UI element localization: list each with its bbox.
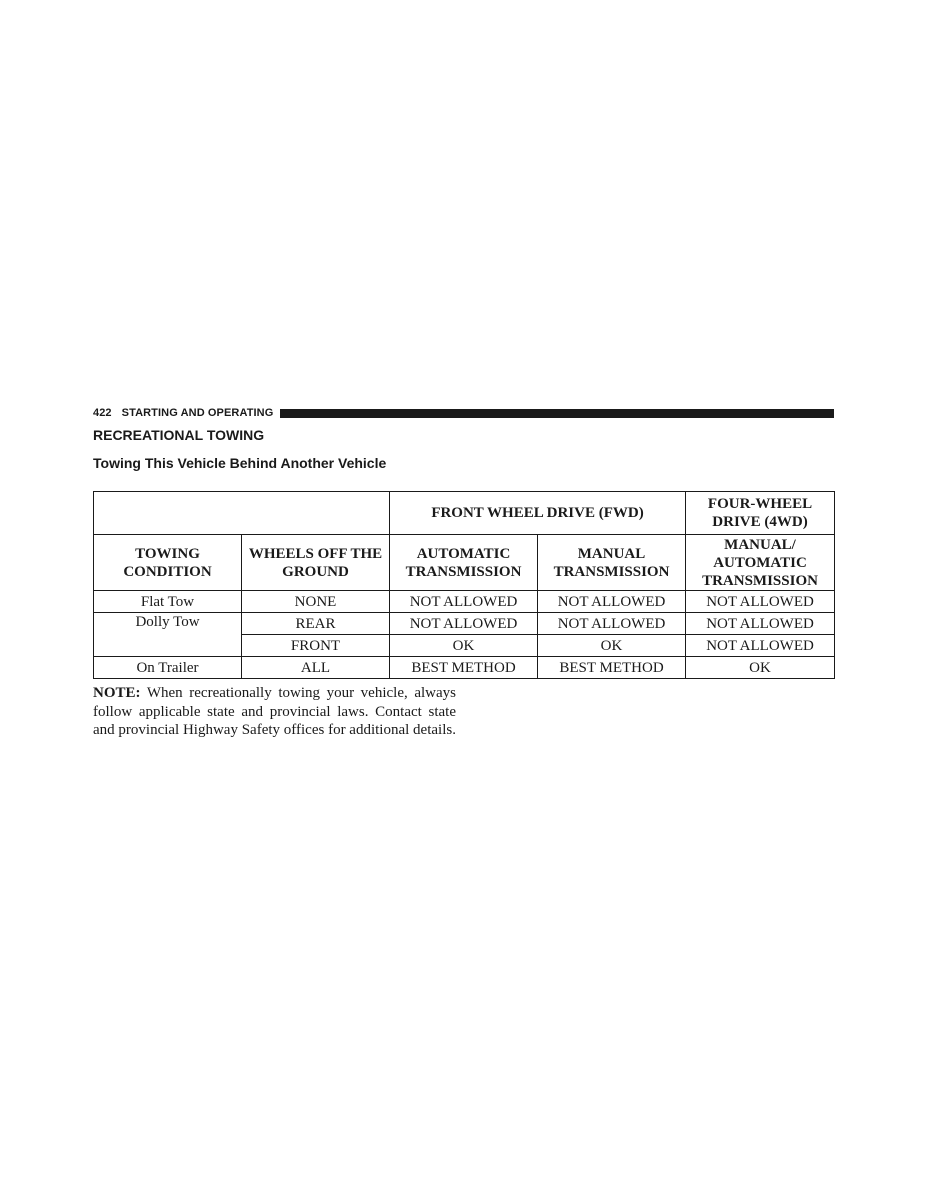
fourwd-cell: NOT ALLOWED bbox=[686, 591, 835, 613]
wheels-cell: FRONT bbox=[242, 635, 390, 657]
towing-condition-cell: Dolly Tow bbox=[94, 613, 242, 657]
header-rule bbox=[280, 409, 834, 418]
wheels-cell: ALL bbox=[242, 657, 390, 679]
fwd-auto-cell: NOT ALLOWED bbox=[390, 591, 538, 613]
fwd-manual-cell: NOT ALLOWED bbox=[538, 613, 686, 635]
wheels-cell: REAR bbox=[242, 613, 390, 635]
section-subtitle: Towing This Vehicle Behind Another Vehicle bbox=[93, 455, 387, 471]
fwd-auto-cell: OK bbox=[390, 635, 538, 657]
fwd-group-header: FRONT WHEEL DRIVE (FWD) bbox=[390, 492, 686, 535]
towing-condition-cell: Flat Tow bbox=[94, 591, 242, 613]
note-text: When recreationally towing your vehicle, always follow applicable state and provincial laws. Contact state and provincial Highway Safety offices for additional details. bbox=[93, 685, 456, 738]
note-paragraph bbox=[93, 684, 456, 740]
wheels-cell: NONE bbox=[242, 591, 390, 613]
table-column-header-row bbox=[94, 535, 835, 591]
section-name: STARTING AND OPERATING bbox=[121, 407, 274, 419]
empty-header-cell bbox=[94, 492, 390, 535]
table-row bbox=[94, 613, 835, 635]
table-row bbox=[94, 591, 835, 613]
column-header-wheels-off-ground: WHEELS OFF THE GROUND bbox=[242, 535, 390, 591]
column-header-4wd: MANUAL/ AUTOMATIC TRANSMISSION bbox=[686, 535, 835, 591]
fwd-auto-cell: NOT ALLOWED bbox=[390, 613, 538, 635]
fourwd-cell: OK bbox=[686, 657, 835, 679]
fwd-manual-cell: NOT ALLOWED bbox=[538, 591, 686, 613]
page-number: 422 bbox=[93, 407, 112, 419]
fwd-auto-cell: BEST METHOD bbox=[390, 657, 538, 679]
fwd-manual-cell: BEST METHOD bbox=[538, 657, 686, 679]
note-label: NOTE: bbox=[93, 685, 141, 701]
towing-table bbox=[93, 491, 835, 679]
table-group-header-row bbox=[94, 492, 835, 535]
fwd-manual-cell: OK bbox=[538, 635, 686, 657]
column-header-towing-condition: TOWING CONDITION bbox=[94, 535, 242, 591]
fourwd-cell: NOT ALLOWED bbox=[686, 613, 835, 635]
column-header-fwd-manual: MANUAL TRANSMISSION bbox=[538, 535, 686, 591]
fourwd-group-header: FOUR-WHEEL DRIVE (4WD) bbox=[686, 492, 835, 535]
table-row bbox=[94, 657, 835, 679]
column-header-fwd-automatic: AUTOMATIC TRANSMISSION bbox=[390, 535, 538, 591]
fourwd-cell: NOT ALLOWED bbox=[686, 635, 835, 657]
page-header bbox=[93, 406, 834, 420]
section-title: RECREATIONAL TOWING bbox=[93, 427, 265, 443]
towing-condition-cell: On Trailer bbox=[94, 657, 242, 679]
